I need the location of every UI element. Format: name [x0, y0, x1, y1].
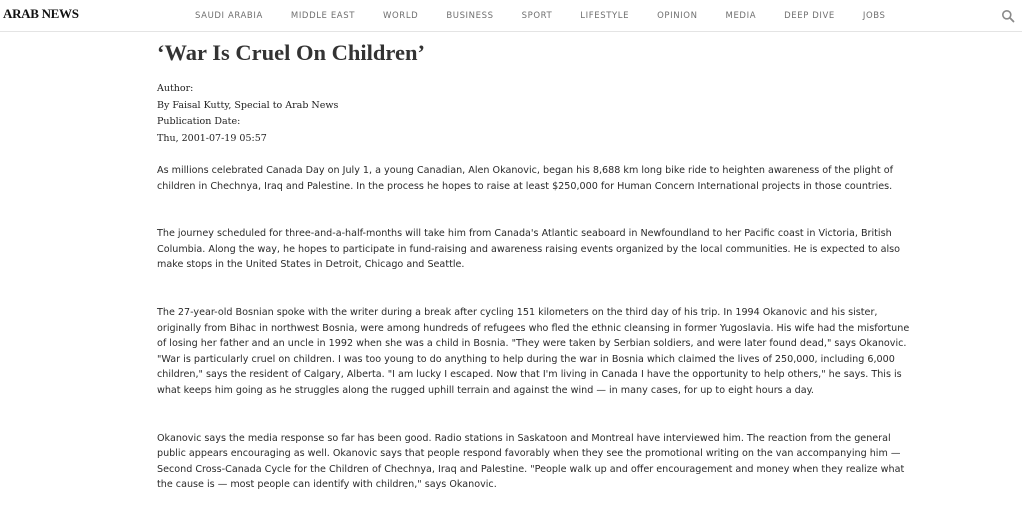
nav-item-sport[interactable]: SPORT	[521, 10, 553, 21]
article-title: ‘War Is Cruel On Children’	[157, 40, 425, 65]
nav-item-business[interactable]: BUSINESS	[446, 10, 494, 21]
author-label: Author:	[157, 83, 194, 94]
nav-item-lifestyle[interactable]: LIFESTYLE	[580, 10, 630, 21]
nav-item-jobs[interactable]: JOBS	[862, 10, 886, 21]
article-paragraph: The 27-year-old Bosnian spoke with the writer during a break after cycling 151 kilometers on the third day of his trip. In 1994 Okanovic and his sister, originally from Bihac in northwest Bosnia, were among hundreds of refugees who fled the ethnic cleansing in former Yugoslavia. His wife had the misfortune of losing her father and an uncle in 1992 when she was a child in Bosnia. "They were taken by Serbian soldiers, and were later found dead," says Okanovic. "War is particularly cruel on children. I was too young to do anything to help during the war in Bosnia which claimed the lives of 250,000, including 6,000 children," says the resident of Calgary, Alberta. "I am lucky I escaped. Now that I'm living in Canada I have the opportunity to help others," he says. This is what keeps him going as he struggles along the rugged uphill terrain and against the wind — in many cases, for up to eight hours a day.	[157, 306, 910, 396]
top-navigation-bar	[0, 0, 1022, 32]
main-nav	[195, 0, 914, 31]
search-icon[interactable]	[1001, 9, 1015, 23]
article-paragraph: As millions celebrated Canada Day on July 1, a young Canadian, Alen Okanovic, began his 8,688 km long bike ride to heighten awareness of the plight of children in Chechnya, Iraq and Palestine. In the process he hopes to raise at least $250,000 for Human Concern International projects in those countries.	[157, 165, 893, 192]
article-body	[157, 163, 912, 493]
nav-item-world[interactable]: WORLD	[383, 10, 419, 21]
author-name: By Faisal Kutty, Special to Arab News	[157, 99, 339, 111]
publication-date-label: Publication Date:	[157, 116, 241, 127]
article	[157, 40, 912, 525]
nav-item-middle-east[interactable]: MIDDLE EAST	[290, 10, 356, 21]
article-paragraph: The journey scheduled for three-and-a-half-months will take him from Canada's Atlantic seaboard in Newfoundland to her Pacific coast in Victoria, British Columbia. Along the way, he hopes to participate in fund-raising and awareness raising events organized by the local communities. He is expected to also make stops in the United States in Detroit, Chicago and Seattle.	[157, 228, 901, 271]
site-logo[interactable]: ARAB NEWS	[3, 6, 79, 21]
nav-item-opinion[interactable]: OPINION	[657, 10, 698, 21]
publication-date: Thu, 2001-07-19 05:57	[157, 132, 267, 144]
nav-item-media[interactable]: MEDIA	[725, 10, 757, 21]
article-meta	[157, 81, 912, 147]
nav-item-deep-dive[interactable]: DEEP DIVE	[784, 10, 835, 21]
nav-item-saudi-arabia[interactable]: SAUDI ARABIA	[195, 10, 263, 21]
article-paragraph: Okanovic says the media response so far has been good. Radio stations in Saskatoon and Montreal have interviewed him. The reaction from the general public appears encouraging as well. Okanovic says that people respond favorably when they see the promotional writing on the van accompanying him — Second Cross-Canada Cycle for the Children of Chechnya, Iraq and Palestine. "People walk up and offer encouragement and money when they realize what the cause is — most people can identify with children," says Okanovic.	[157, 432, 905, 491]
